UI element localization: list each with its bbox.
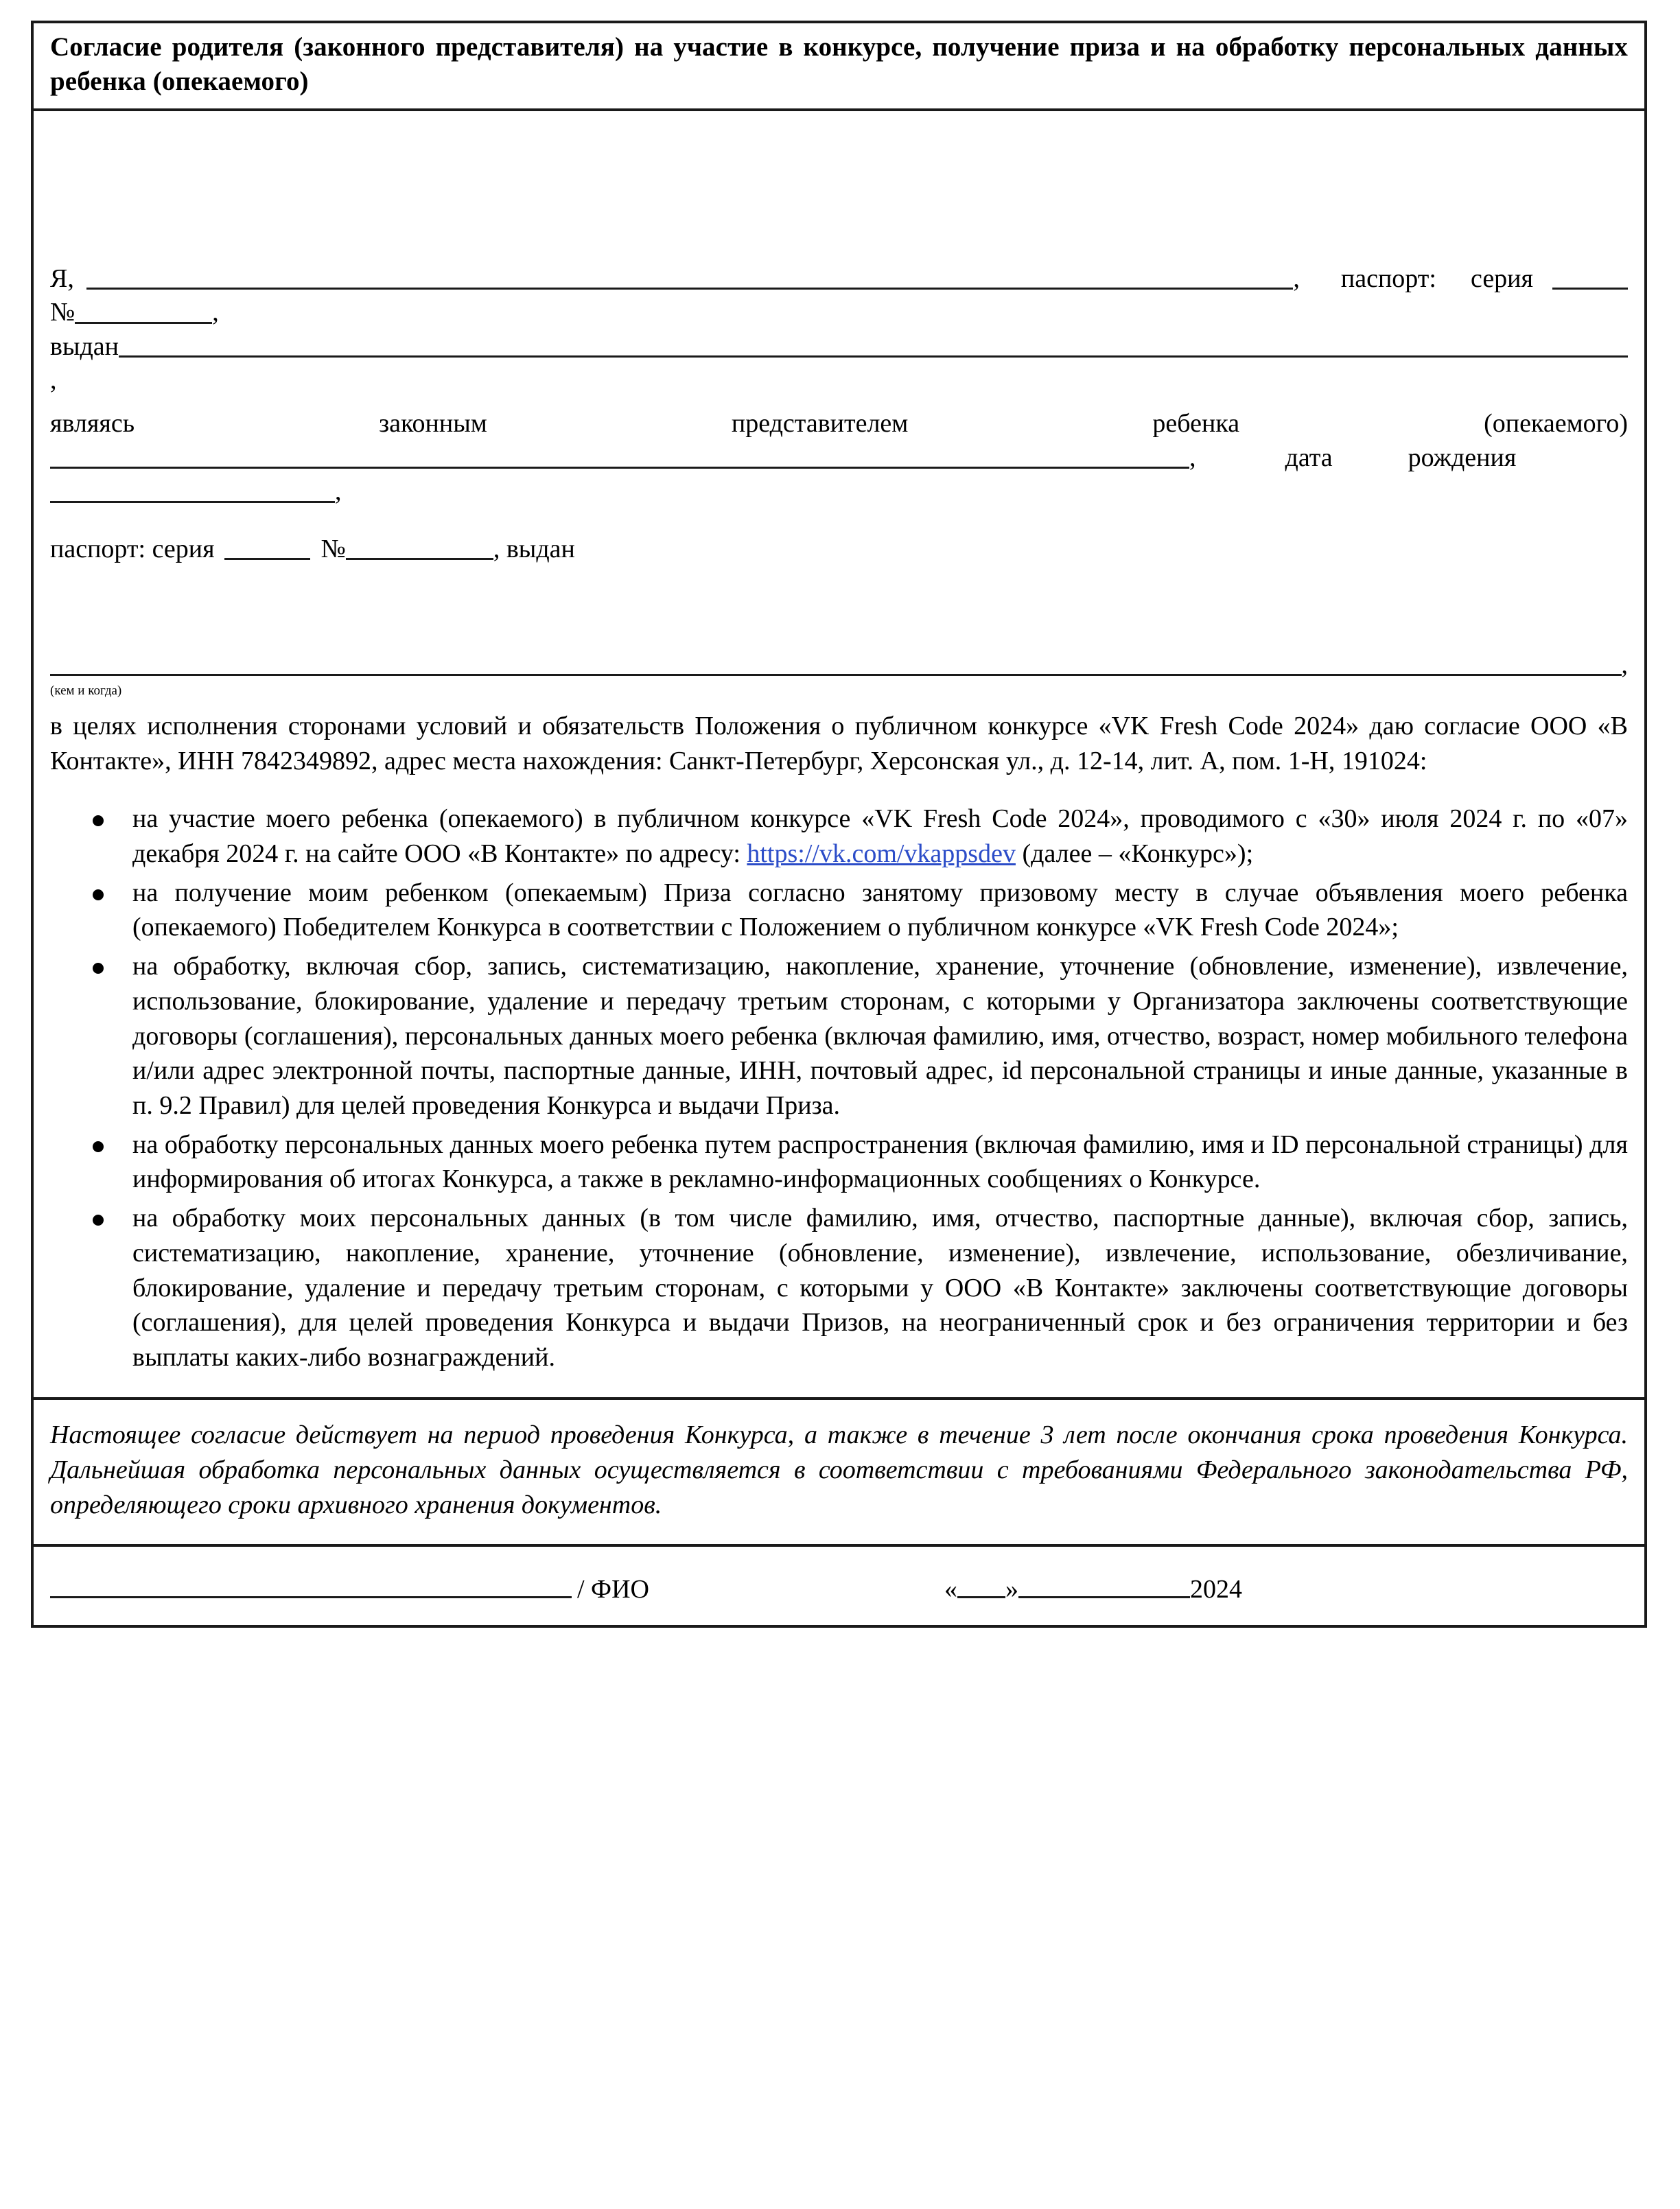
guardian-word-1: законным — [379, 409, 487, 439]
date-day-field[interactable] — [957, 1596, 1005, 1598]
form-row-trailing-comma — [50, 364, 1628, 397]
signature-row — [34, 1544, 1644, 1625]
child-name-comma: , — [1189, 443, 1196, 472]
gap-3 — [50, 566, 1628, 648]
birthdate-comma: , — [335, 477, 342, 506]
form-row-declarant — [50, 262, 1628, 296]
child-passport-series-field[interactable] — [224, 558, 310, 560]
child-issuer-comma: , — [1621, 650, 1628, 679]
date-month-field[interactable] — [1018, 1596, 1190, 1598]
document-frame — [31, 21, 1647, 1628]
issued-label: выдан — [50, 331, 119, 361]
gap-2 — [50, 509, 1628, 533]
bullet-1-text-before-link: на участие моего ребенка (опекаемого) в публичном конкурсе «VK Fresh Code 2024», проводимого с «30» июля 2024 г. по «07» декабря 2024 г. на сайте ООО «В Контакте» по адресу: — [132, 804, 1628, 868]
form-row-child-passport — [50, 533, 1628, 566]
birthdate-word-0: дата — [1285, 443, 1333, 472]
bullet-item-prize — [50, 876, 1628, 945]
bullet-4-text: на обработку персональных данных моего ребенка путем распространения (включая фамилию, имя и ID персональной страницы) для информирования об итогах Конкурса, а также в рекламно-информационных сообщениях о Конкурсе. — [132, 1130, 1628, 1194]
passport-number-field[interactable] — [75, 322, 212, 324]
child-passport-number-field[interactable] — [346, 558, 493, 560]
form-row-child-name — [50, 441, 1628, 475]
date-close-quote: » — [1005, 1574, 1018, 1604]
child-passport-number-label: № — [320, 534, 346, 563]
bullet-item-child-data-processing — [50, 949, 1628, 1123]
document-title: Согласие родителя (законного представителя) на участие в конкурсе, получение приза и на обработку персональных данных ребенка (опекаемого) — [50, 32, 1628, 96]
declarant-label: Я, — [50, 264, 74, 293]
bullet-item-data-dissemination — [50, 1127, 1628, 1197]
consent-bullet-list — [50, 802, 1628, 1375]
bullet-1-text-after-link: (далее – «Конкурс»); — [1015, 839, 1254, 868]
date-year: 2024 — [1189, 1574, 1242, 1604]
guardian-word-2: представителем — [731, 409, 909, 439]
bullet-dot-icon — [93, 815, 104, 826]
issued-by-field[interactable] — [119, 355, 1628, 358]
guardian-word-0: являясь — [50, 409, 135, 439]
declarant-name-field[interactable] — [86, 288, 1294, 290]
vkappsdev-link[interactable]: https://vk.com/vkappsdev — [747, 839, 1016, 868]
series-label: серия — [1470, 264, 1533, 293]
fio-label: / ФИО — [577, 1574, 649, 1604]
bullet-dot-icon — [93, 1215, 104, 1226]
bullet-3-text: на обработку, включая сбор, запись, систематизацию, накопление, хранение, уточнение (обновление, изменение), извлечение, использование, блокирование, удаление и передачу третьим сторонам, с которыми у Организатора заключены соответствующие договоры (соглашения), персональных данных моего ребенка (включая фамилию, имя, отчество, возраст, номер мобильного телефона и/или адрес электронной почты, паспортные данные, ИНН, почтовый адрес, id персональной страницы и иные данные, указанные в п. 9.2 Правил) для целей проведения Конкурса и выдачи Приза. — [132, 952, 1628, 1120]
bullet-5-text: на обработку моих персональных данных (в том числе фамилию, имя, отчество, паспортные данные), включая сбор, запись, систематизацию, накопление, хранение, уточнение (обновление, изменение), извлечение, использование, обезличивание, блокирование, удаление и передачу третьим сторонам, с которыми у ООО «В Контакте» заключены соответствующие договоры (соглашения), для целей проведения Конкурса и выдачи Призов, на неограниченный срок и без ограничения территории и без выплаты каких-либо вознаграждений. — [132, 1204, 1628, 1372]
guardian-statement — [50, 407, 1628, 441]
form-row-issued-by — [50, 330, 1628, 364]
child-issuer-field[interactable] — [50, 674, 1622, 676]
bullet-dot-icon — [93, 963, 104, 974]
validity-statement: Настоящее согласие действует на период проведения Конкурса, а также в течение 3 лет после окончания срока проведения Конкурса. Дальнейшая обработка персональных данных осуществляется в соответствии с требованиями Федерального законодательства РФ, определяющего сроки архивного хранения документов. — [34, 1397, 1644, 1544]
bullet-dot-icon — [93, 889, 104, 900]
child-passport-label: паспорт: серия — [50, 534, 215, 563]
guardian-word-4: (опекаемого) — [1484, 409, 1628, 439]
form-row-birthdate — [50, 475, 1628, 509]
child-passport-issued-label: , выдан — [493, 534, 575, 563]
bullet-2-text: на получение моим ребенком (опекаемым) Приза согласно занятому призовому месту в случае объявления моего ребенка (опекаемого) Победителем Конкурса в соответствии с Положением о публичном конкурсе «VK Fresh Code 2024»; — [132, 878, 1628, 942]
passport-number-comma: , — [212, 298, 219, 327]
signature-field[interactable] — [50, 1596, 572, 1598]
top-blank-space — [50, 125, 1628, 262]
form-row-child-issuer — [50, 648, 1628, 682]
bullet-item-own-data-processing — [50, 1201, 1628, 1375]
guardian-word-3: ребенка — [1152, 409, 1240, 439]
gap-1 — [50, 397, 1628, 407]
intro-paragraph: в целях исполнения сторонами условий и обязательств Положения о публичном конкурсе «VK Fresh Code 2024» даю согласие ООО «В Контакте», ИНН 7842349892, адрес места нахождения: Санкт-Петербург, Херсонская ул., д. 12-14, лит. А, пом. 1-Н, 191024: — [50, 712, 1628, 775]
issuer-caption: (кем и когда) — [50, 683, 122, 699]
passport-number-label: № — [50, 298, 75, 327]
declarant-comma: , — [1293, 264, 1300, 293]
bullet-dot-icon — [93, 1141, 104, 1152]
birthdate-word-1: рождения — [1408, 443, 1517, 472]
date-block — [944, 1574, 1242, 1604]
child-name-field[interactable] — [50, 467, 1189, 469]
form-row-passport-number — [50, 296, 1628, 329]
trailing-comma: , — [50, 365, 57, 395]
passport-series-field[interactable] — [1552, 288, 1628, 290]
child-birthdate-field[interactable] — [50, 501, 335, 503]
signature-block — [50, 1574, 649, 1604]
date-open-quote: « — [944, 1574, 957, 1604]
document-body — [34, 108, 1644, 1397]
bullet-item-participation — [50, 802, 1628, 871]
passport-label: паспорт: — [1340, 264, 1436, 293]
